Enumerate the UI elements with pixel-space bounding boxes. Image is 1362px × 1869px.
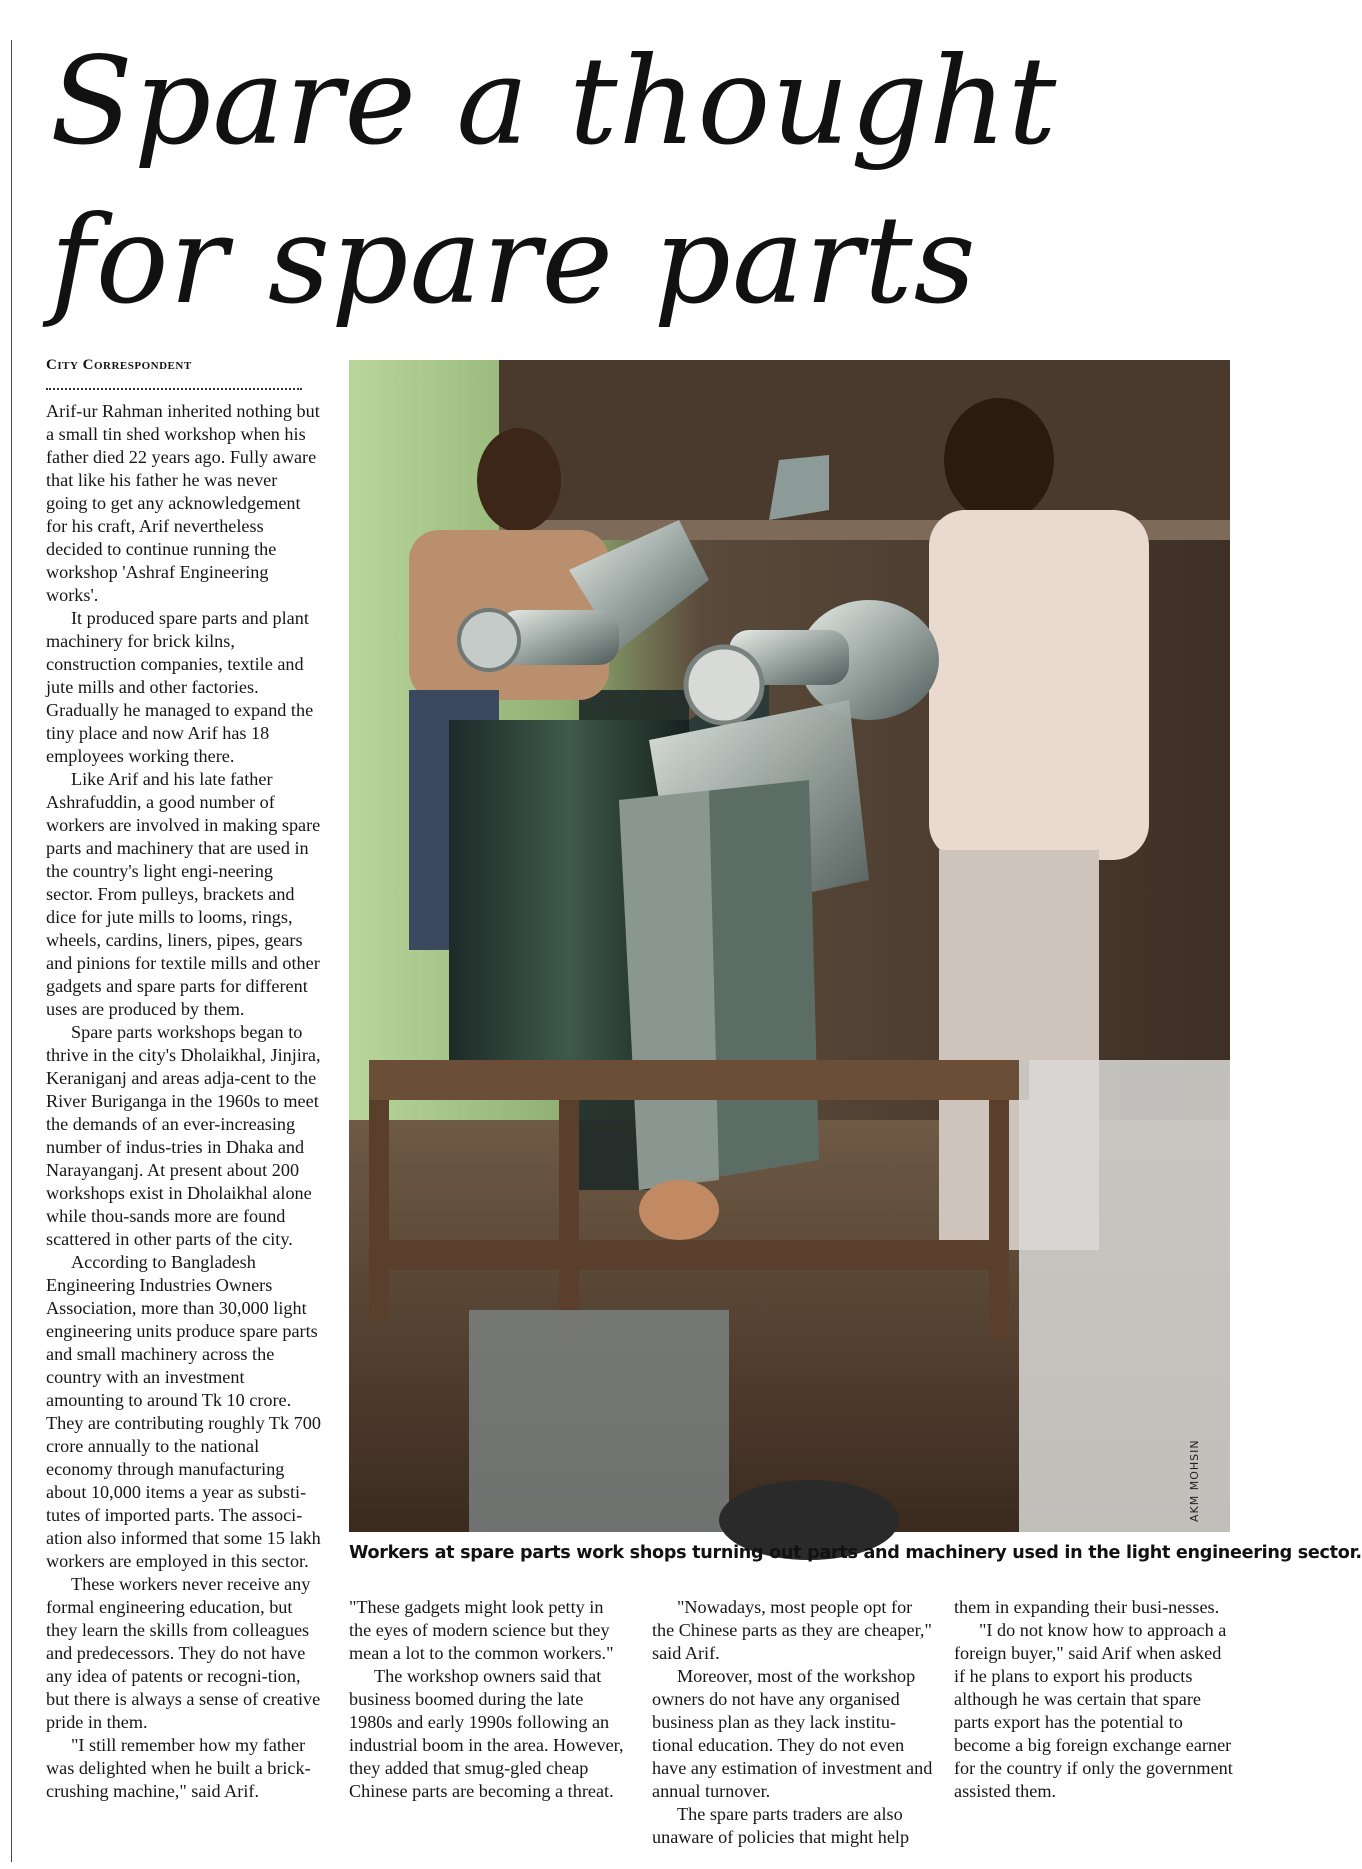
paragraph: them in expanding their busi-nesses. <box>954 1597 1220 1617</box>
paragraph: "Nowadays, most people opt for the Chinese parts as they are cheaper," said Arif. <box>652 1597 932 1663</box>
body-column-4 <box>954 1596 1234 1803</box>
paragraph: The spare parts traders are also unaware of policies that might help <box>652 1804 910 1847</box>
paragraph: Spare parts workshops began to thrive in the city's Dholaikhal, Jinjira, Keraniganj and areas adja-cent to the River Buriganga in the 1960s to meet the demands of an ever-increasing number of indus-tries in Dhaka and Narayanganj. At present about 200 workshops exist in Dholaikhal alone while thou-sands more are found scattered in other parts of the city. <box>46 1022 321 1249</box>
body-column-3 <box>652 1596 935 1849</box>
byline: City Correspondent <box>46 357 192 373</box>
paragraph: "These gadgets might look petty in the eyes of modern science but they mean a lot to the common workers." <box>349 1597 614 1663</box>
byline-dotted-rule <box>46 388 302 390</box>
paragraph: "I still remember how my father was delighted when he built a brick-crushing machine," said Arif. <box>46 1735 311 1801</box>
paragraph: According to Bangladesh Engineering Industries Owners Association, more than 30,000 light engineering units produce spare parts and small machinery across the country with an investment amounting to around Tk 10 crore. They are contributing roughly Tk 700 crore annually to the national economy through manufacturing about 10,000 items a year as substi-tutes of imported parts. The associ-ation also informed that some 15 lakh workers are employed in this sector. <box>46 1252 321 1571</box>
paragraph: "I do not know how to approach a foreign buyer," said Arif when asked if he plans to export his products although he was certain that spare parts export has the potential to become a big foreign exchange earner for the country if only the government assisted them. <box>954 1620 1233 1801</box>
photo-caption: Workers at spare parts work shops turning out parts and machinery used in the light engineering sector. <box>349 1543 1362 1563</box>
body-column-1 <box>46 400 322 1803</box>
headline: Spare a thought for spare parts <box>50 31 1058 331</box>
paragraph: Moreover, most of the workshop owners do not have any organised business plan as they lack institu-tional education. They do not even have any estimation of investment and annual turnover. <box>652 1666 933 1801</box>
photo-credit: AKM MOHSIN <box>1188 1439 1201 1522</box>
news-photo <box>349 360 1230 1532</box>
photo-illustration <box>349 360 1230 1532</box>
paragraph: The workshop owners said that business boomed during the late 1980s and early 1990s following an industrial boom in the area. However, they added that smug-gled cheap Chinese parts are becoming a threat. <box>349 1666 624 1801</box>
paragraph: Arif-ur Rahman inherited nothing but a small tin shed workshop when his father died 22 years ago. Fully aware that like his father he was never going to get any acknowledgement for his craft, Arif nevertheless decided to continue running the workshop 'Ashraf Engineering works'. <box>46 401 320 605</box>
body-column-2 <box>349 1596 625 1803</box>
paragraph: Like Arif and his late father Ashrafuddin, a good number of workers are involved in making spare parts and machinery that are used in the country's light engi-neering sector. From pulleys, brackets and dice for jute mills to looms, rings, wheels, cardins, liners, pipes, gears and pinions for textile mills and other gadgets and spare parts for different uses are produced by them. <box>46 769 321 1019</box>
left-column-rule <box>11 40 12 1862</box>
paragraph: These workers never receive any formal engineering education, but they learn the skills from colleagues and predecessors. They do not have any idea of patents or recogni-tion, but there is always a sense of creative pride in them. <box>46 1574 321 1732</box>
paragraph: It produced spare parts and plant machinery for brick kilns, construction companies, textile and jute mills and other factories. Gradually he managed to expand the tiny place and now Arif has 18 employees working there. <box>46 608 314 766</box>
